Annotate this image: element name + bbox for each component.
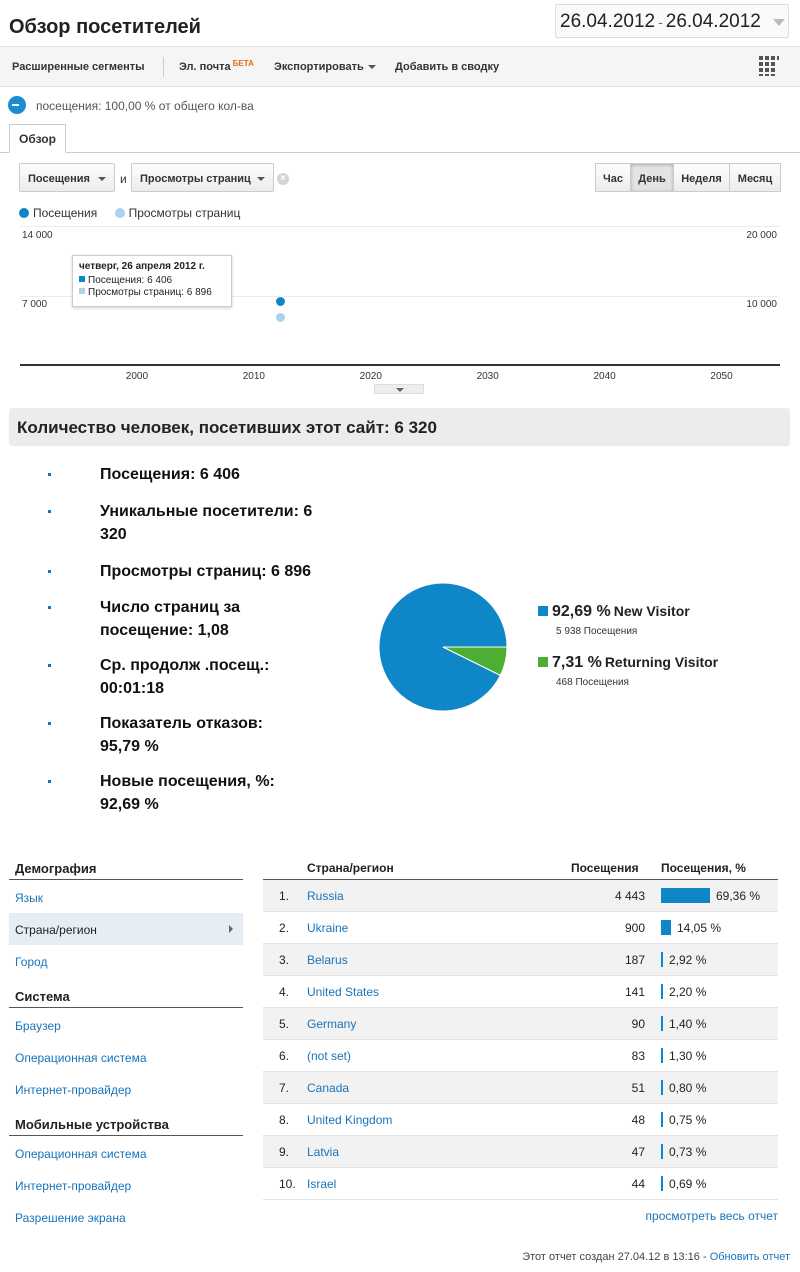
metric2-dropdown[interactable]	[131, 163, 274, 192]
visits-point[interactable]	[275, 296, 286, 307]
metric1-label: Посещения	[28, 173, 90, 185]
y-right-tick: 20 000	[746, 230, 777, 241]
date-separator: -	[658, 14, 663, 30]
metric-text: Новые посещения, %: 92,69 %	[100, 773, 275, 813]
visits-value: 187	[624, 953, 645, 967]
share-bar	[661, 1048, 663, 1063]
sparkline-icon[interactable]	[48, 606, 51, 609]
share-value: 69,36 %	[716, 889, 761, 903]
table-row	[263, 1104, 778, 1136]
column-header-country: Страна/регион	[307, 861, 394, 875]
metric-item	[100, 654, 300, 700]
metric-text: Посещения: 6 406	[100, 466, 240, 483]
row-number: 3.	[279, 953, 290, 967]
metric-text: Ср. продолж .посещ.: 00:01:18	[100, 657, 270, 697]
country-link[interactable]: Belarus	[307, 953, 348, 967]
metric-item	[100, 463, 360, 486]
visits-value: 90	[631, 1017, 645, 1031]
chart-tooltip	[72, 255, 232, 307]
country-link[interactable]: United States	[307, 985, 380, 999]
legend-swatch	[538, 606, 548, 616]
granularity-month-button[interactable]: Месяц	[729, 163, 781, 192]
metric-item	[100, 500, 320, 546]
date-end: 26.04.2012	[665, 11, 761, 32]
share-bar	[661, 1144, 663, 1159]
nav-item-os[interactable]: Операционная система	[15, 1051, 147, 1065]
table-row	[263, 944, 778, 976]
refresh-report-link[interactable]: Обновить отчет	[709, 1251, 790, 1263]
country-link[interactable]: (not set)	[307, 1049, 352, 1063]
advanced-segments-button[interactable]: Расширенные сегменты	[12, 61, 145, 73]
legend-swatch	[538, 657, 548, 667]
country-link[interactable]: Latvia	[307, 1145, 340, 1159]
table-row	[263, 1008, 778, 1040]
header	[0, 0, 800, 46]
x-tick-label: 2010	[242, 371, 265, 382]
export-label: Экспортировать	[274, 61, 364, 73]
pie-sub: 5 938 Посещения	[556, 626, 638, 637]
metric-item	[100, 770, 300, 816]
add-to-dashboard-button[interactable]: Добавить в сводку	[395, 61, 500, 73]
y-left-tick: 7 000	[22, 299, 48, 310]
nav-heading-mobile: Мобильные устройства	[9, 1108, 243, 1136]
visits-value: 47	[631, 1145, 645, 1159]
beta-badge: БЕТА	[232, 59, 254, 68]
row-number: 2.	[279, 921, 290, 935]
table-row	[263, 880, 778, 912]
row-number: 9.	[279, 1145, 290, 1159]
series-swatch	[79, 276, 85, 282]
country-link[interactable]: Israel	[307, 1177, 337, 1191]
nav-heading-demography: Демография	[9, 852, 243, 880]
metric2-label: Просмотры страниц	[140, 173, 251, 185]
share-bar	[661, 920, 671, 935]
country-link[interactable]: Russia	[307, 889, 344, 903]
segment-label: посещения: 100,00 % от общего кол-ва	[36, 99, 254, 113]
table-row	[263, 976, 778, 1008]
chart-controls	[0, 163, 800, 193]
report-created-label: Этот отчет создан 27.04.12 в 13:16 -	[522, 1251, 707, 1263]
and-label: и	[120, 172, 127, 186]
gridline	[20, 226, 780, 227]
x-axis	[20, 364, 780, 366]
nav-heading-system: Система	[9, 980, 243, 1008]
tab-overview[interactable]: Обзор	[9, 124, 66, 153]
chevron-down-icon	[257, 177, 265, 181]
people-count-bar: Количество человек, посетивших этот сайт: 6 320	[9, 408, 790, 446]
table-row	[263, 1168, 778, 1200]
share-value: 0,69 %	[669, 1177, 707, 1191]
x-tick-label: 2030	[476, 371, 499, 382]
metric-text: Показатель отказов: 95,79 %	[100, 715, 263, 755]
sparkline-icon[interactable]	[48, 510, 51, 513]
country-link[interactable]: Germany	[307, 1017, 357, 1031]
email-button[interactable]	[179, 61, 254, 73]
toolbar-divider	[163, 57, 164, 77]
sparkline-icon[interactable]	[48, 780, 51, 783]
metric-item	[100, 596, 270, 642]
page-title: Обзор посетителей	[9, 16, 201, 38]
chart-expand-handle[interactable]	[374, 384, 424, 394]
view-full-report-link[interactable]: просмотреть весь отчет	[645, 1209, 778, 1223]
pie-legend-item-new	[538, 603, 690, 637]
legend-dot	[19, 208, 29, 218]
share-bar	[661, 888, 710, 903]
x-tick-label: 2020	[359, 371, 382, 382]
metric-text: Число страниц за посещение: 1,08	[100, 599, 240, 639]
segment-icon[interactable]	[8, 96, 26, 114]
row-number: 6.	[279, 1049, 290, 1063]
series-swatch	[79, 288, 85, 294]
x-tick-label: 2000	[125, 371, 149, 382]
pie-name: New Visitor	[613, 603, 690, 619]
y-left-tick: 14 000	[22, 230, 53, 241]
visits-value: 48	[631, 1113, 645, 1127]
share-value: 14,05 %	[677, 921, 722, 935]
line-chart	[0, 226, 800, 396]
metric1-dropdown[interactable]	[19, 163, 115, 192]
visitor-type-pie-chart	[377, 581, 509, 713]
row-number: 7.	[279, 1081, 290, 1095]
share-value: 2,20 %	[669, 985, 707, 999]
toolbar	[0, 46, 800, 87]
share-bar	[661, 1080, 663, 1095]
date-range	[560, 11, 761, 33]
share-value: 1,40 %	[669, 1017, 707, 1031]
legend-dot	[115, 208, 125, 218]
email-label: Эл. почта	[179, 61, 231, 73]
share-bar	[661, 1016, 663, 1031]
tooltip-value: Просмотры страниц: 6 896	[88, 287, 212, 298]
share-value: 0,80 %	[669, 1081, 707, 1095]
grid-icon[interactable]	[759, 56, 779, 76]
legend-item-visits[interactable]	[19, 206, 97, 220]
granularity-week-button[interactable]: Неделя	[673, 163, 730, 192]
pie-pct: 92,69 %	[552, 603, 611, 620]
chevron-down-icon[interactable]	[773, 19, 785, 26]
sparkline-icon[interactable]	[48, 570, 51, 573]
nav-item-browser[interactable]: Браузер	[15, 1019, 61, 1033]
nav-item-mobile-isp[interactable]: Интернет-провайдер	[15, 1179, 132, 1193]
sparkline-icon[interactable]	[48, 722, 51, 725]
chart-legend	[19, 206, 240, 222]
share-value: 0,73 %	[669, 1145, 707, 1159]
tab-bar	[0, 124, 800, 153]
sparkline-icon[interactable]	[48, 473, 51, 476]
country-link[interactable]: Ukraine	[307, 921, 349, 935]
legend-item-pageviews[interactable]	[115, 206, 241, 220]
share-value: 1,30 %	[669, 1049, 707, 1063]
export-button[interactable]	[274, 61, 376, 73]
granularity-hour-button[interactable]: Час	[595, 163, 631, 192]
legend-label: Посещения	[33, 206, 98, 220]
row-number: 10.	[279, 1177, 296, 1191]
nav-item-country[interactable]: Страна/регион	[9, 913, 243, 945]
tooltip-line-visits	[79, 275, 225, 286]
date-range-picker[interactable]	[555, 4, 789, 38]
pie-legend-item-returning	[538, 654, 718, 688]
column-header-visits[interactable]: Посещения	[571, 861, 639, 875]
sparkline-icon[interactable]	[48, 664, 51, 667]
visits-value: 83	[631, 1049, 645, 1063]
nav-item-city[interactable]: Город	[15, 955, 48, 969]
chevron-down-icon	[98, 177, 106, 181]
nav-item-resolution[interactable]: Разрешение экрана	[15, 1211, 126, 1225]
row-number: 4.	[279, 985, 290, 999]
row-number: 8.	[279, 1113, 290, 1127]
share-bar	[661, 952, 663, 967]
tooltip-title: четверг, 26 апреля 2012 г.	[79, 261, 205, 272]
metric-text: Уникальные посетители: 6 320	[100, 503, 313, 543]
share-bar	[661, 984, 663, 999]
nav-item-isp[interactable]: Интернет-провайдер	[15, 1083, 132, 1097]
pageviews-point[interactable]	[275, 312, 286, 323]
metric-item	[100, 560, 360, 583]
pie-sub: 468 Посещения	[556, 677, 629, 688]
tooltip-value: Посещения: 6 406	[88, 275, 173, 286]
table-row	[263, 1136, 778, 1168]
visits-value: 900	[624, 921, 645, 935]
visits-value: 141	[624, 985, 645, 999]
date-start: 26.04.2012	[560, 11, 656, 32]
column-header-visits-pct[interactable]: Посещения, %	[661, 861, 746, 875]
nav-item-mobile-os[interactable]: Операционная система	[15, 1147, 147, 1161]
granularity-day-button[interactable]: День	[630, 163, 674, 192]
metric-text: Просмотры страниц: 6 896	[100, 563, 312, 580]
visits-value: 44	[631, 1177, 645, 1191]
close-icon[interactable]: ×	[277, 173, 289, 185]
nav-item-language[interactable]: Язык	[15, 891, 44, 905]
x-tick-label: 2040	[593, 371, 616, 382]
share-bar	[661, 1176, 663, 1191]
chevron-down-icon	[368, 65, 376, 69]
share-value: 0,75 %	[669, 1113, 707, 1127]
row-number: 1.	[279, 889, 290, 903]
row-number: 5.	[279, 1017, 290, 1031]
table-row	[263, 912, 778, 944]
table-row	[263, 1072, 778, 1104]
metric-item	[100, 712, 290, 758]
table-row	[263, 1040, 778, 1072]
legend-label: Просмотры страниц	[128, 206, 241, 220]
share-value: 2,92 %	[669, 953, 707, 967]
footer	[522, 1251, 790, 1263]
tooltip-line-pageviews	[79, 287, 225, 298]
country-link[interactable]: United Kingdom	[307, 1113, 393, 1127]
visits-value: 4 443	[614, 889, 645, 903]
visits-value: 51	[631, 1081, 645, 1095]
country-link[interactable]: Canada	[307, 1081, 350, 1095]
pie-name: Returning Visitor	[604, 654, 719, 670]
share-bar	[661, 1112, 663, 1127]
y-right-tick: 10 000	[746, 299, 777, 310]
pie-pct: 7,31 %	[552, 654, 602, 671]
x-tick-label: 2050	[710, 371, 733, 382]
